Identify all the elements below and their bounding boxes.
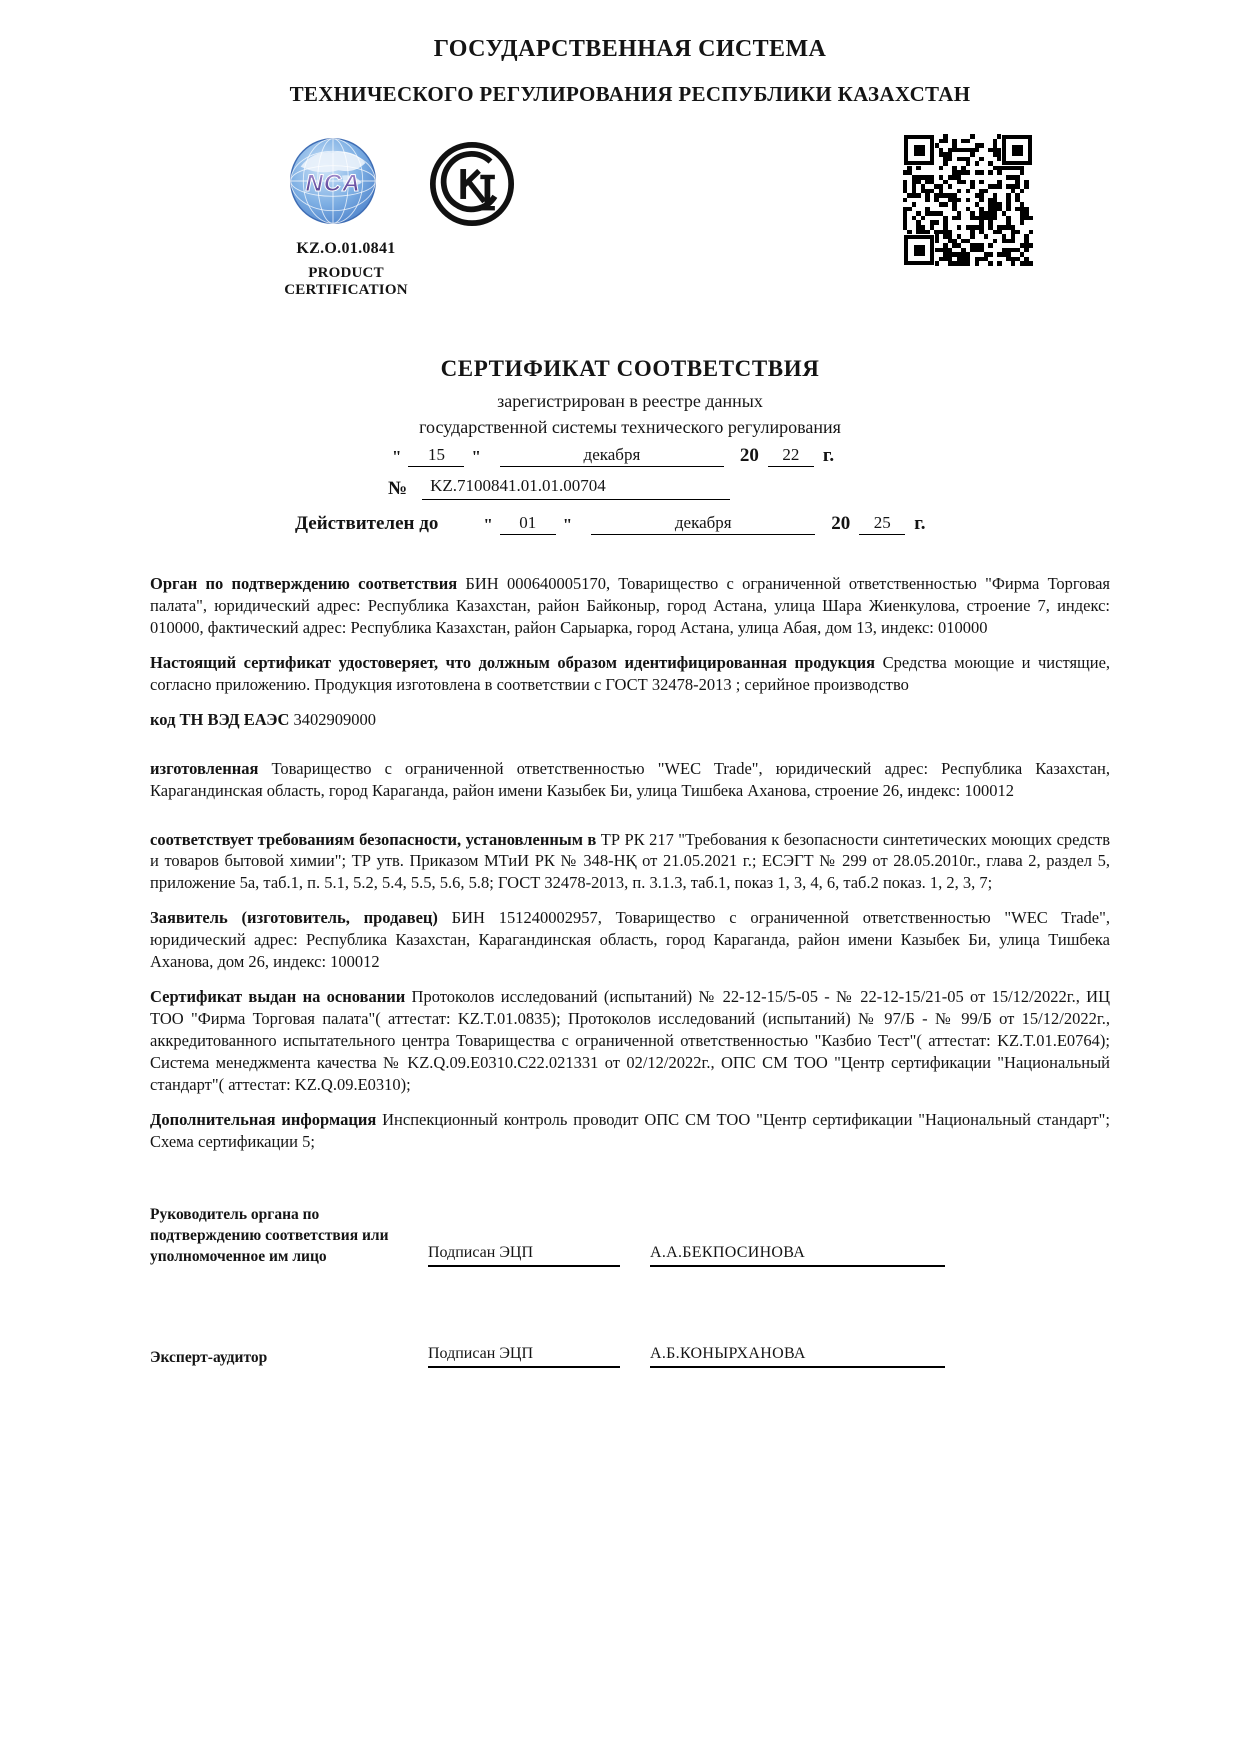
certificate-number: KZ.7100841.01.01.00704 — [422, 476, 730, 500]
valid-until-row — [295, 513, 1110, 535]
number-sign: № — [388, 478, 408, 499]
valid-day: 01 — [500, 513, 556, 535]
signature-method: Подписан ЭЦП — [428, 1345, 620, 1368]
paragraph-text: Средства моющие и чистящие, согласно приложению. Продукция изготовлена в соответствии с ГОСТ 32478-2013 ; серийное производство — [150, 652, 1111, 694]
certificate-body — [150, 573, 1110, 1153]
paragraph-applicant — [150, 907, 1110, 973]
document-header-line1: ГОСУДАРСТВЕННАЯ СИСТЕМА — [433, 36, 827, 62]
paragraph-additional-info — [150, 1109, 1110, 1153]
kt-conformity-mark-icon — [428, 140, 516, 228]
paragraph-tnved-code — [150, 709, 1110, 731]
paragraph-certification-body — [150, 573, 1110, 639]
signer-name: А.А.БЕКПОСИНОВА — [650, 1244, 945, 1267]
valid-century: 20 — [831, 513, 851, 534]
signature-row-head — [150, 1205, 1110, 1268]
registration-century: 20 — [739, 445, 759, 466]
accreditation-number: KZ.O.01.0841 — [296, 240, 396, 257]
paragraph-label: соответствует требованиям безопасности, установленным в — [150, 829, 597, 849]
certificate-head — [150, 356, 1110, 438]
signature-method: Подписан ЭЦП — [428, 1244, 620, 1267]
paragraph-text: Протоколов исследований (испытаний) № 22-12-15/5-05 - № 22-12-15/21-05 от 15/12/2022г., ИЦ ТОО "Фирма Торговая палата"( аттестат: KZ.T.01.0835); Протоколов исследований (испытаний) № 97/Б - № 99/Б от 15/12/2022г., аккредитованного испытательного центра Товарищества с ограниченной ответственностью "Казбио Тест"( аттестат: KZ.T.01.E0764); Система менеджмента качества № KZ.Q.09.E0310.C22.021331 от 02/12/2022г., ОПС СМ ТОО "Центр сертификации "Национальный стандарт"( аттестат: KZ.Q.09.E0310); — [150, 987, 1111, 1094]
document-header-line2: ТЕХНИЧЕСКОГО РЕГУЛИРОВАНИЯ РЕСПУБЛИКИ КАЗАХСТАН — [289, 82, 971, 106]
paragraph-safety-requirements — [150, 829, 1110, 895]
paragraph-text: ТР РК 217 "Требования к безопасности синтетических моющих средств и товаров бытовой химии"; ТР утв. Приказом МТиИ РК № 348-НҚ от 21.05.2021 г.; ЕСЭГТ № 299 от 28.05.2010г., глава 2, раздел 5, приложение 5а, таб.1, п. 5.1, 5.2, 5.4, 5.5, 5.6, 5.8; ГОСТ 32478-2013, п. 3.1.3, таб.1, показ 1, 3, 4, 6, таб.2 показ. 1, 2, 3, 7; — [150, 829, 1111, 893]
paragraph-label: Настоящий сертификат удостоверяет, что должным образом идентифицированная продукция — [150, 652, 876, 672]
quote-open: " — [392, 447, 402, 466]
registration-year: 22 — [768, 445, 814, 467]
paragraph-text: Товарищество с ограниченной ответственностью "WEC Trade", юридический адрес: Республика Казахстан, Карагандинская область, город Караганда, район имени Казыбек Би, улица Тишбека Аханова, строение 26, индекс: 100012 — [150, 758, 1111, 800]
valid-month: декабря — [591, 513, 815, 535]
paragraph-text: Инспекционный контроль проводит ОПС СМ ТОО "Центр сертификации "Национальный стандарт"; Схема сертификации 5; — [150, 1109, 1110, 1151]
paragraph-label: Орган по подтверждению соответствия — [150, 574, 458, 593]
qr-code — [903, 134, 1033, 266]
paragraph-label: Дополнительная информация — [150, 1109, 377, 1129]
paragraph-label: Заявитель (изготовитель, продавец) — [150, 908, 438, 928]
signer-role: Руководитель органа по подтверждению соответствия или уполномоченное им лицо — [150, 1205, 389, 1265]
nca-logo-text: NCA — [305, 169, 361, 197]
paragraph-label: код ТН ВЭД ЕАЭС — [150, 709, 290, 729]
paragraph-label: изготовленная — [150, 758, 259, 778]
registration-month: декабря — [500, 445, 724, 467]
accreditation-label: PRODUCT CERTIFICATION — [284, 265, 408, 298]
paragraph-label: Сертификат выдан на основании — [150, 987, 406, 1007]
valid-year: 25 — [859, 513, 905, 535]
quote-close: " — [562, 515, 573, 534]
valid-until-label: Действителен до — [295, 513, 439, 534]
paragraph-issued-on-basis — [150, 986, 1110, 1096]
qr-finder-top-left — [903, 134, 935, 166]
nca-globe-icon — [288, 136, 378, 226]
certificate-subtitle-1: зарегистрирован в реестре данных — [497, 391, 763, 411]
qr-finder-bottom-left — [903, 234, 935, 266]
valid-year-suffix: г. — [914, 513, 926, 534]
paragraph-text: 3402909000 — [293, 709, 377, 729]
signer-name: А.Б.КОНЫРХАНОВА — [650, 1345, 945, 1368]
certificate-title: СЕРТИФИКАТ СООТВЕТСТВИЯ — [440, 356, 820, 381]
registration-date-row — [385, 445, 1110, 467]
paragraph-product — [150, 652, 1110, 696]
registration-day: 15 — [408, 445, 464, 467]
certificate-number-row — [388, 476, 1110, 500]
signer-role: Эксперт-аудитор — [150, 1348, 268, 1366]
paragraph-manufacturer — [150, 758, 1110, 802]
quote-close: " — [471, 447, 481, 466]
paragraph-text: БИН 000640005170, Товарищество с ограниченной ответственностью "Фирма Торговая палата", юридический адрес: Республика Казахстан, район Байконыр, город Астана, улица Шара Жиенкулова, строение 7, индекс: 010000, фактический адрес: Республика Казахстан, район Сарыарка, город Астана, улица Абая, дом 13, индекс: 010000 — [150, 574, 1111, 637]
quote-open: " — [483, 515, 493, 534]
qr-finder-top-right — [1001, 134, 1033, 166]
signature-row-expert — [150, 1345, 1110, 1368]
accreditation-block — [258, 240, 434, 299]
logo-row — [150, 134, 1110, 306]
registration-year-suffix: г. — [822, 445, 835, 466]
certificate-subtitle-2: государственной системы технического регулирования — [419, 417, 841, 437]
paragraph-text: БИН 151240002957, Товарищество с ограниченной ответственностью "WEC Trade", юридический адрес: Республика Казахстан, Карагандинская область, город Караганда, район имени Казыбек Би, улица Тишбека Аханова, дом 26, индекс: 100012 — [150, 908, 1110, 972]
